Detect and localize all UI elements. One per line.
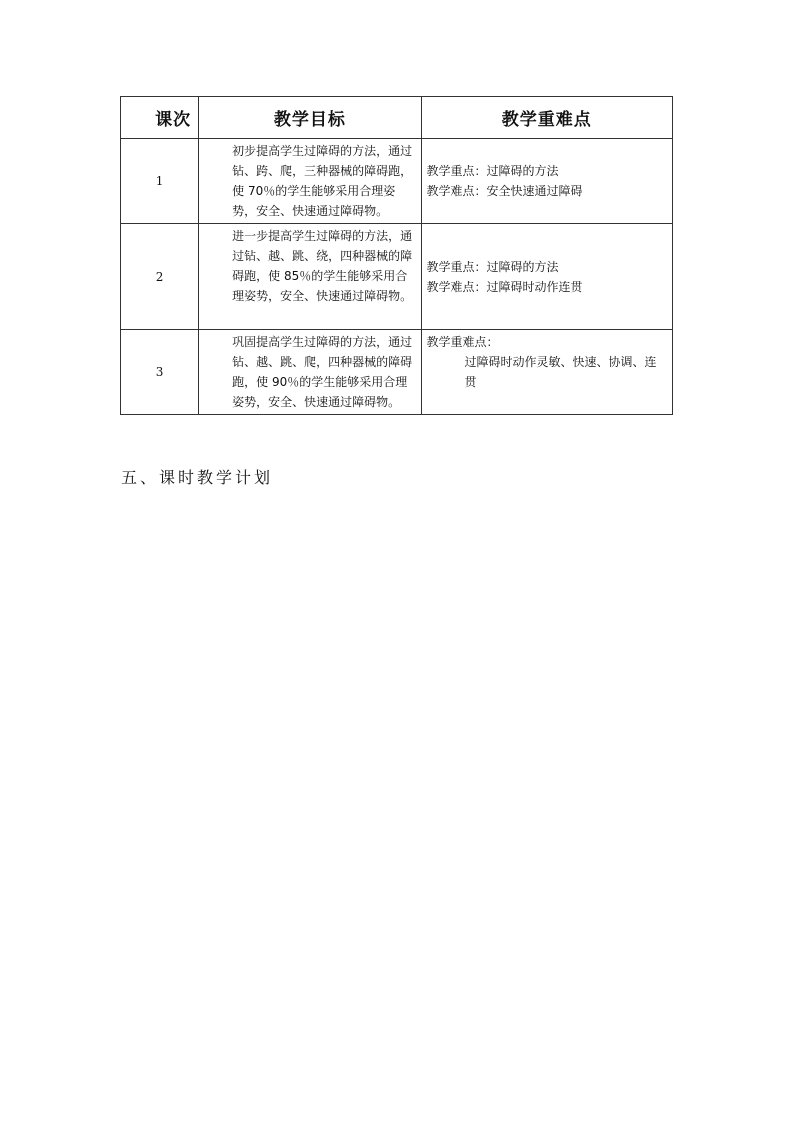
lesson-goal-text: 巩固提高学生过障碍的方法，通过钻、越、跳、爬，四种器械的障碍跑，使 90％的学生能够采用合理姿势，安全、快速通过障碍物。	[232, 335, 413, 409]
key-point-line: 教学重难点：	[426, 335, 499, 349]
key-point-line: 教学重点：过障碍的方法	[426, 259, 559, 274]
key-point-line: 教学重点：过障碍的方法	[426, 164, 559, 178]
key-point-line: 教学难点：过障碍时动作连贯	[426, 279, 583, 294]
header-lesson: 课次	[121, 97, 199, 139]
lesson-number: 2	[121, 224, 199, 330]
section-heading: 五、课时教学计划	[121, 468, 274, 487]
header-key-points: 教学重难点	[421, 97, 672, 139]
key-point-line: 过障碍时动作灵敏、快速、协调、连贯	[464, 355, 657, 389]
lesson-number: 3	[121, 330, 199, 415]
lesson-key-points	[421, 330, 672, 415]
lesson-number: 1	[121, 139, 199, 224]
table-row	[121, 139, 673, 224]
header-goal: 教学目标	[199, 97, 421, 139]
lesson-plan-table	[120, 96, 673, 415]
lesson-goal	[199, 224, 421, 330]
table-header-row	[121, 97, 673, 139]
lesson-key-points	[421, 224, 672, 330]
table-row	[121, 224, 673, 330]
lesson-goal	[199, 330, 421, 415]
key-point-line: 教学难点：安全快速通过障碍	[426, 184, 583, 198]
lesson-goal-text: 进一步提高学生过障碍的方法，通过钻、越、跳、绕，四种器械的障碍跑，使 85％的学生能够采用合理姿势，安全、快速通过障碍物。	[232, 229, 413, 303]
table-row	[121, 330, 673, 415]
lesson-key-points	[421, 139, 672, 224]
lesson-goal	[199, 139, 421, 224]
lesson-goal-text: 初步提高学生过障碍的方法，通过钻、跨、爬，三种器械的障碍跑，使 70％的学生能够采用合理姿势，安全、快速通过障碍物。	[232, 144, 413, 218]
